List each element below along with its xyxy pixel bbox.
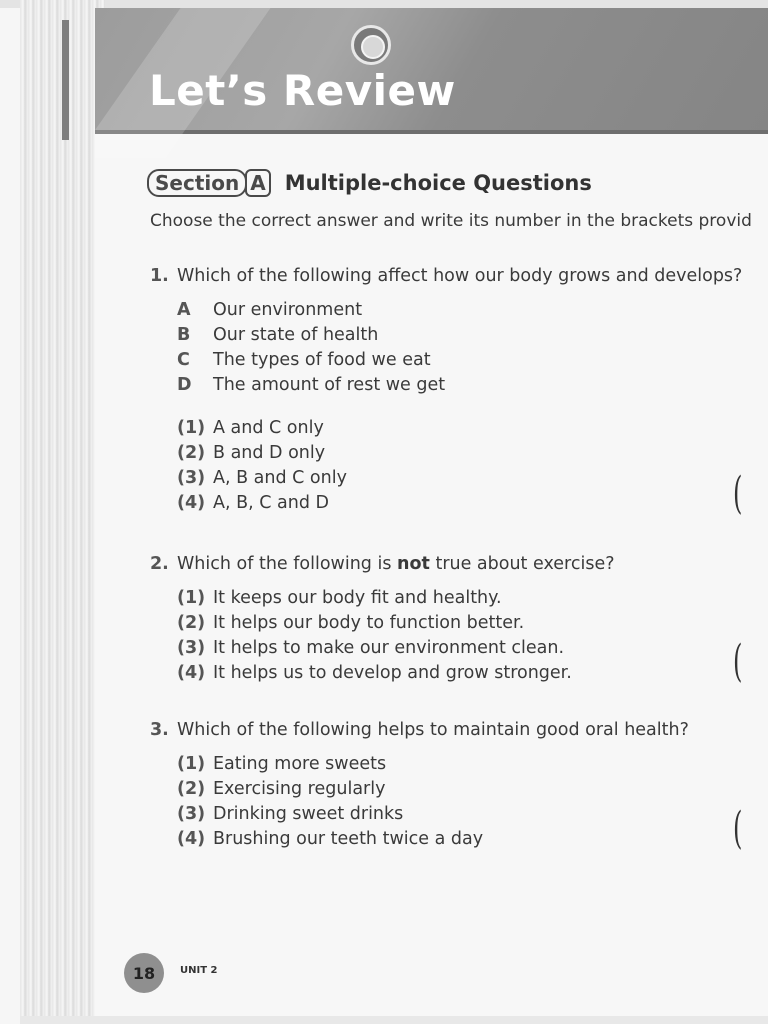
answer-option	[177, 611, 615, 636]
question-3	[150, 720, 689, 852]
question-text: Which of the following helps to maintain good oral health?	[177, 720, 689, 740]
scan-top-edge	[0, 0, 768, 8]
answer-option	[177, 441, 742, 466]
page-title: Let’s Review	[149, 66, 456, 115]
option-number: (2)	[177, 613, 206, 633]
section-tag: Section	[147, 169, 247, 197]
section-heading	[147, 168, 592, 198]
statement-text: The types of food we eat	[213, 350, 431, 370]
option-text: A, B, C and D	[213, 493, 329, 513]
answer-bracket[interactable]: (	[733, 803, 743, 854]
book-page-edges	[20, 0, 105, 1024]
statement-item	[177, 323, 742, 348]
option-number: (2)	[177, 443, 206, 463]
answer-option	[177, 827, 689, 852]
page-number-badge: 18	[124, 953, 164, 993]
statement-item	[177, 373, 742, 398]
option-number: (1)	[177, 418, 206, 438]
scan-bottom-edge	[20, 1016, 768, 1024]
question-1	[150, 266, 742, 516]
answer-option	[177, 777, 689, 802]
statement-list	[177, 298, 742, 516]
answer-bracket[interactable]: (	[733, 636, 743, 687]
worksheet-page	[95, 8, 768, 1018]
statement-text: Our state of health	[213, 325, 379, 345]
answer-option	[177, 636, 615, 661]
question-text: Which of the following affect how our body grows and develops?	[177, 266, 743, 286]
option-text: Eating more sweets	[213, 754, 387, 774]
emphasis-not: not	[397, 554, 430, 574]
answer-option	[177, 752, 689, 777]
option-number: (4)	[177, 829, 206, 849]
question-number: 1.	[150, 266, 169, 286]
option-text: B and D only	[213, 443, 326, 463]
question-text: Which of the following is not true about exercise?	[177, 554, 615, 574]
answer-option	[177, 466, 742, 491]
answer-bracket[interactable]: (	[733, 468, 743, 519]
option-number: (2)	[177, 779, 206, 799]
header-banner	[95, 8, 768, 134]
option-text: It helps our body to function better.	[213, 613, 525, 633]
option-text: A, B and C only	[213, 468, 347, 488]
statement-item	[177, 348, 742, 373]
option-number: (3)	[177, 638, 206, 658]
answer-option	[177, 661, 615, 686]
statement-text: Our environment	[213, 300, 363, 320]
statement-item	[177, 298, 742, 323]
option-number: (1)	[177, 754, 206, 774]
option-text: It keeps our body fit and healthy.	[213, 588, 502, 608]
instructions: Choose the correct answer and write its number in the brackets provid	[150, 211, 752, 231]
option-number: (3)	[177, 804, 206, 824]
statement-key: B	[177, 325, 191, 345]
question-number: 3.	[150, 720, 169, 740]
answer-option	[177, 491, 742, 516]
option-text: It helps to make our environment clean.	[213, 638, 565, 658]
option-text: Drinking sweet drinks	[213, 804, 404, 824]
section-letter: A	[245, 169, 270, 197]
answer-option	[177, 416, 742, 441]
statement-key: C	[177, 350, 190, 370]
statement-key: D	[177, 375, 192, 395]
section-title: Multiple-choice Questions	[284, 171, 592, 195]
answer-option	[177, 802, 689, 827]
answer-option	[177, 586, 615, 611]
option-text: It helps us to develop and grow stronger.	[213, 663, 572, 683]
book-spine-shadow	[62, 20, 69, 140]
option-text: Exercising regularly	[213, 779, 386, 799]
statement-key: A	[177, 300, 191, 320]
option-list	[177, 586, 615, 686]
statement-text: The amount of rest we get	[213, 375, 446, 395]
option-number: (4)	[177, 663, 206, 683]
option-list	[177, 752, 689, 852]
option-number: (1)	[177, 588, 206, 608]
option-number: (3)	[177, 468, 206, 488]
option-number: (4)	[177, 493, 206, 513]
unit-label: UNIT 2	[180, 965, 218, 976]
magnifier-icon	[351, 25, 391, 65]
question-number: 2.	[150, 554, 169, 574]
option-text: A and C only	[213, 418, 324, 438]
question-2	[150, 554, 615, 686]
option-text: Brushing our teeth twice a day	[213, 829, 484, 849]
